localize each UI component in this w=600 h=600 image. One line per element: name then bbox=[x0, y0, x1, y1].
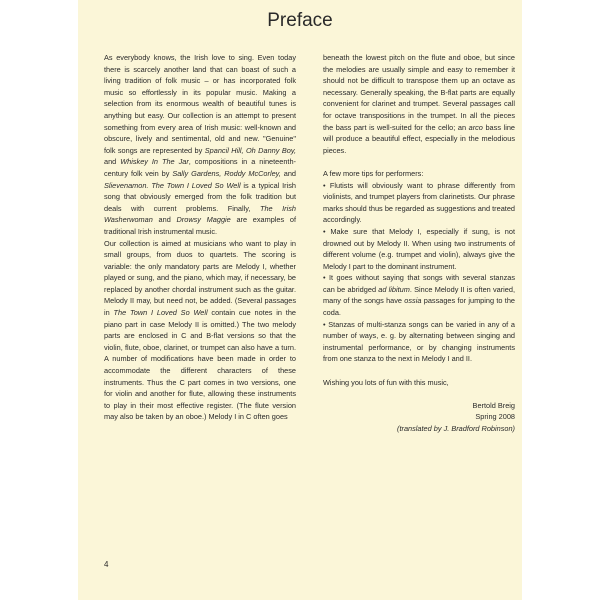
translator-credit: (translated by J. Bradford Robinson) bbox=[397, 424, 515, 433]
left-column bbox=[104, 52, 296, 423]
page-number: 4 bbox=[104, 560, 109, 569]
signature-date: Spring 2008 bbox=[475, 412, 515, 422]
tip-item: • It goes without saying that songs with several stanzas can be abridged ad libitum. Since Melody II is often varied, many of the songs have ossia passages for jumping to the coda. bbox=[323, 273, 515, 318]
paragraph: beneath the lowest pitch on the flute and oboe, but since the melodies are usually simple and easy to remember it should not be difficult to transpose them up an octave as necessary. Generally speaking, the B-flat parts are equally convenient for clarinet and trumpet. Several passages call for octave transpositions in the trumpet. In all the pieces the bass part is well-suited for the cello; an arco bass line will produce a beautiful effect, especially in the melodious pieces. bbox=[323, 53, 515, 155]
page-title: Preface bbox=[267, 10, 333, 31]
closing-line: Wishing you lots of fun with this music, bbox=[323, 377, 449, 387]
book-page bbox=[78, 0, 522, 600]
tip-item: • Stanzas of multi-stanza songs can be varied in any of a number of ways, e. g. by alternating between singing and instrumental performance, or by changing instruments from one stanza to the next in Melody I and II. bbox=[323, 319, 515, 364]
tips-intro: A few more tips for performers: bbox=[323, 168, 424, 178]
author-name: Bertold Breig bbox=[472, 400, 515, 410]
paragraph: Our collection is aimed at musicians who want to play in small groups, from duos to quartets. The scoring is variable: the only mandatory parts are Melody I, whether played or sung, and the piano, which may, if necessary, be replaced by another chordal instrument such as the guitar. Melody II may, but need not, be added. (Several passages in The Town I Loved So Well contain cue notes in the piano part in case Melody II is omitted.) The two melody parts are enclosed in C and B-flat versions so that the violin, flute, oboe, clarinet, or trumpet can also have a turn. A number of modifications have been made in order to accommodate the different characters of these instruments. Thus the C part comes in two versions, one for violin and another for flute, allowing these instruments to play in their most effective register. (The flute version may also be taken by an oboe.) Melody I in C often goes bbox=[104, 238, 296, 422]
tip-item: • Flutists will obviously want to phrase differently from violinists, and trumpet players from clarinetists. Our phrase marks should thus be regarded as suggestions and treated accordingly. bbox=[323, 180, 515, 225]
tip-item: • Make sure that Melody I, especially if sung, is not drowned out by Melody II. When using two instruments of different volume (e.g. trumpet and violin), always give the Melody I part to the dominant instrument. bbox=[323, 226, 515, 271]
signature-block bbox=[323, 400, 515, 435]
paragraph: As everybody knows, the Irish love to sing. Even today there is scarcely another land that can boast of such a living tradition of folk music – or has incorporated folk music so effortlessly in its popular music. Making a selection from its enormous wealth of beautiful tunes is anything but easy. Our collection is an attempt to present something from every area of Irish music: well-known and obscure, lively and sentimental, old and new. "Genuine" folk songs are represented by Spancil Hill, Oh Danny Boy, and Whiskey In The Jar, compositions in a nineteenth-century folk vein by Sally Gardens, Roddy McCorley, and Slievenamon. The Town I Loved So Well is a typical Irish song that obviously emerged from the folk tradition but deals with current problems. Finally, The Irish Washerwoman and Drowsy Maggie are examples of traditional Irish instrumental music. bbox=[104, 53, 297, 236]
right-column bbox=[323, 52, 515, 435]
tips-list bbox=[323, 168, 515, 365]
